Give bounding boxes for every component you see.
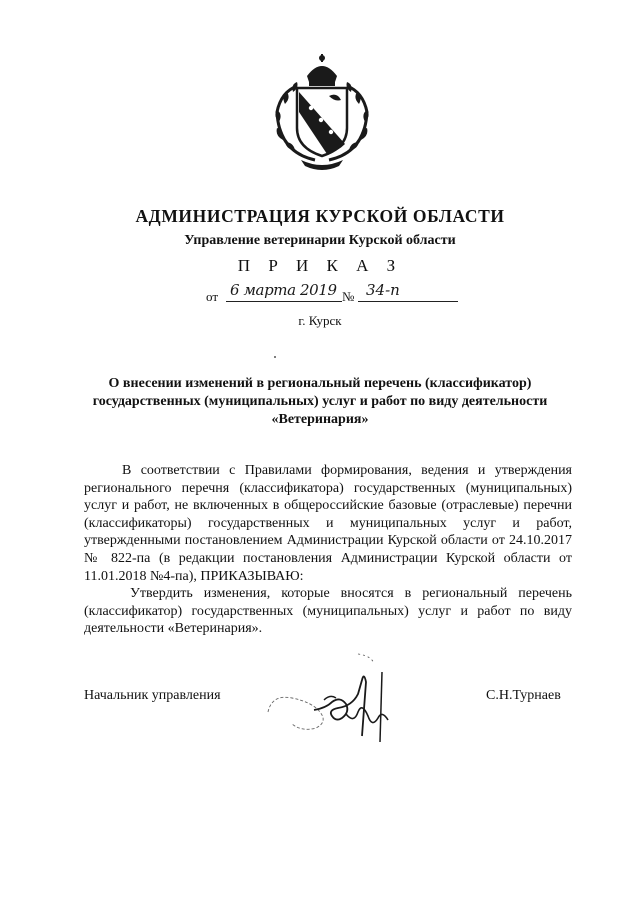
body-paragraph-1 <box>84 462 572 585</box>
handwritten-date: 6 марта 2019 <box>230 281 337 299</box>
department-title: Управление ветеринарии Курской области <box>184 233 456 248</box>
dateline <box>206 283 466 307</box>
body-paragraph-2: Утвердить изменения, которые вносятся в региональный перечень (классификатор) государственных (муниципальных) услуг и работ по виду деятельности «Ветеринария». <box>84 586 572 637</box>
document-body <box>84 462 572 638</box>
signatory-name: С.Н.Турнаев <box>486 688 561 703</box>
document-subject: О внесении изменений в региональный перечень (классификатор) государственных (муниципальных) услуг и работ по виду деятельности «Ветеринария» <box>92 376 548 427</box>
city: г. Курск <box>298 313 342 328</box>
signatory-role: Начальник управления <box>84 688 221 703</box>
organization-title: АДМИНИСТРАЦИЯ КУРСКОЙ ОБЛАСТИ <box>135 206 505 226</box>
scan-speck <box>274 356 276 358</box>
handwritten-number: 34-п <box>366 281 400 299</box>
date-label: от <box>206 289 219 304</box>
coat-of-arms-icon <box>271 52 373 172</box>
handwritten-signature <box>262 650 412 746</box>
document-type: П Р И К А З <box>237 256 403 275</box>
body-paragraph-1-text: В соответствии с Правилами формирования, ведения и утверждения регионального перечня (классификатора) государственных (муниципальных) услуг и работ, не включенных в общероссийские базовые (отраслевые) перечни (классификаторы) государственных и муниципальных услуг и работ, утвержденными постановлением Администрации Курской области от 24.10.2017 № 822-па (в редакции постановления Администрации Курской области от 11.01.2018 №4-па), <box>84 463 572 584</box>
order-word: ПРИКАЗЫВАЮ: <box>200 568 304 584</box>
number-label: № <box>342 289 355 304</box>
